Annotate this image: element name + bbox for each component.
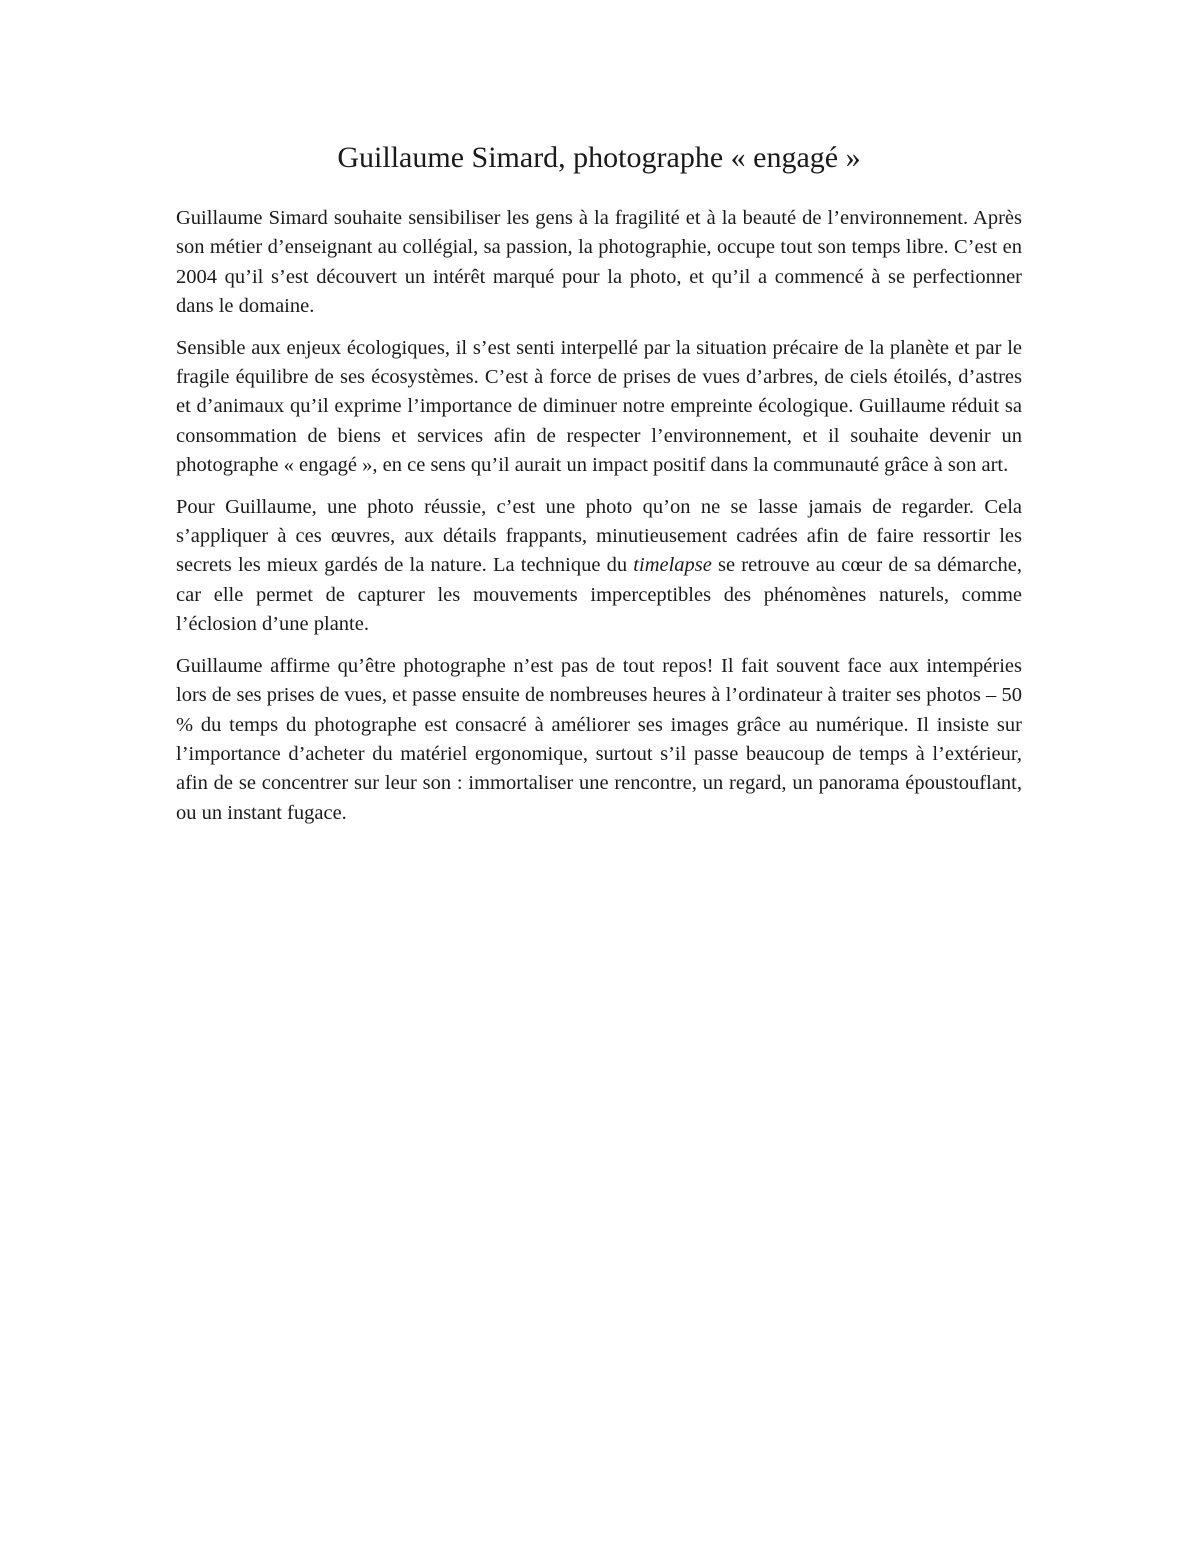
paragraph-technique-start: Pour Guillaume, une photo réussie, c’est une photo qu’on ne se lasse jamais de regarder. Cela s’appliquer à ces œuvres, aux détails frappants, minutieusement cadrées afin de faire ressortir les secrets les mieux gardés de la nature. La technique du (176, 495, 1022, 577)
paragraph-technique-end: se retrouve au cœur de sa démarche, car elle permet de capturer les mouvements imperceptibles des phénomènes naturels, comme l’éclosion d’une plante. (176, 554, 1022, 636)
paragraph-technique (176, 493, 1022, 640)
document-body (176, 138, 1022, 840)
document-title: Guillaume Simard, photographe « engagé » (337, 141, 861, 174)
paragraph-intro: Guillaume Simard souhaite sensibiliser les gens à la fragilité et à la beauté de l’environnement. Après son métier d’enseignant au collégial, sa passion, la photographie, occupe tout son temps libre. C’est en 2004 qu’il s’est découvert un intérêt marqué pour la photo, et qu’il a commencé à se perfectionner dans le domaine. (176, 207, 1022, 318)
timelapse-term: timelapse (633, 554, 712, 577)
paragraph-work: Guillaume affirme qu’être photographe n’est pas de tout repos! Il fait souvent face aux intempéries lors de ses prises de vues, et passe ensuite de nombreuses heures à l’ordinateur à traiter ses photos – 50 % du temps du photographe est consacré à améliorer ses images grâce au numérique. Il insiste sur l’importance d’acheter du matériel ergonomique, surtout s’il passe beaucoup de temps à l’extérieur, afin de se concentrer sur leur son : immortaliser une rencontre, un regard, un panorama époustouflant, ou un instant fugace. (176, 654, 1022, 824)
paragraph-ecology: Sensible aux enjeux écologiques, il s’est senti interpellé par la situation précaire de la planète et par le fragile équilibre de ses écosystèmes. C’est à force de prises de vues d’arbres, de ciels étoilés, d’astres et d’animaux qu’il exprime l’importance de diminuer notre empreinte écologique. Guillaume réduit sa consommation de biens et services afin de respecter l’environnement, et il souhaite devenir un photographe « engagé », en ce sens qu’il aurait un impact positif dans la communauté grâce à son art. (176, 336, 1022, 477)
